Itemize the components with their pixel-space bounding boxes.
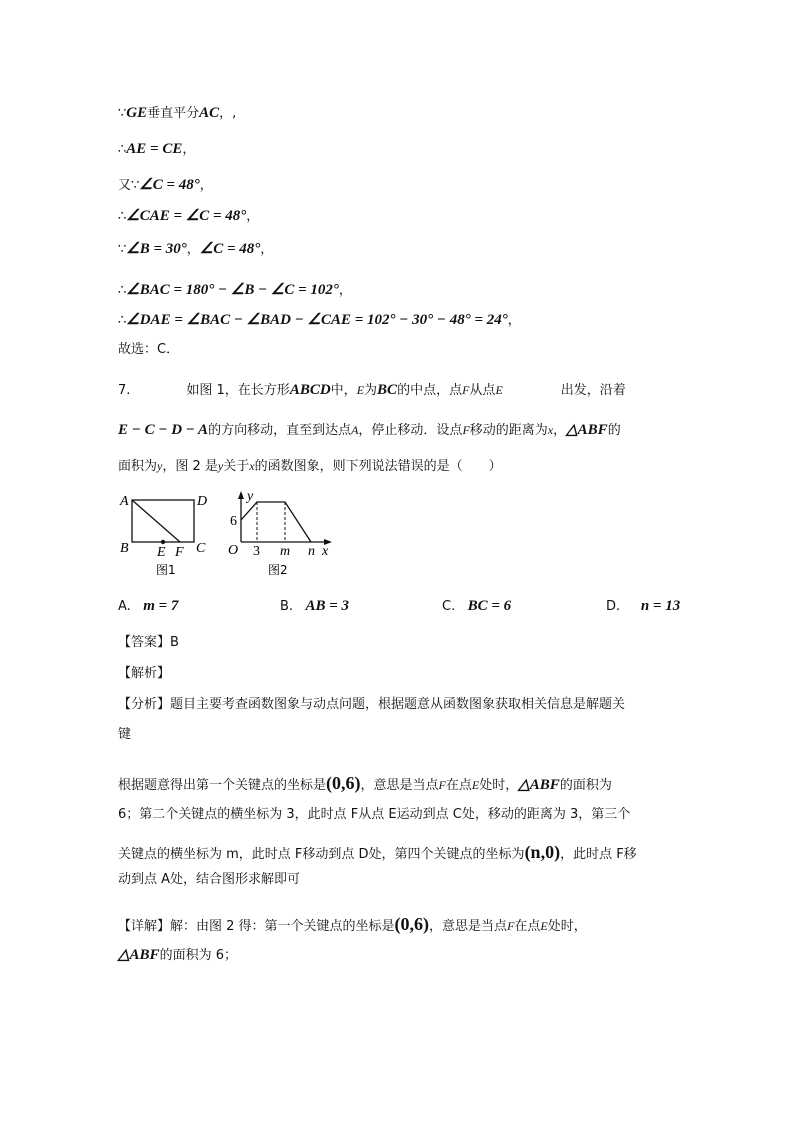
function-graph <box>241 502 311 542</box>
math: ∠C = 48° <box>139 177 200 193</box>
text: ， <box>199 178 213 193</box>
solution-line <box>118 240 273 259</box>
math: ∠BAC = 180° − ∠B − ∠C = 102° <box>126 282 339 298</box>
math: ∠DAE = ∠BAC − ∠BAD − ∠CAE = 102° − 30° − 48° = 24° <box>126 312 508 328</box>
text: ∴ <box>118 283 127 298</box>
text: ， <box>186 242 200 257</box>
label-y: y <box>247 489 254 504</box>
label-b: B <box>120 541 129 556</box>
solution-line <box>118 140 195 159</box>
option-d <box>606 598 680 615</box>
text: 出发，沿着 <box>560 383 626 398</box>
label-c: C <box>196 541 206 556</box>
text: 的函数图象，则下列说法错误的是（ ） <box>254 459 502 474</box>
text: ∵ <box>118 242 127 257</box>
math: m = 7 <box>143 598 179 614</box>
text: 关于 <box>223 459 250 474</box>
math: ∠CAE = ∠C = 48° <box>126 208 247 224</box>
text: ∵ <box>118 106 127 121</box>
var: y <box>157 459 163 473</box>
math: GE <box>126 105 148 121</box>
text: 【详解】解：由图 2 得：第一个关键点的坐标是 <box>118 919 395 934</box>
math: E − C − D − A <box>118 422 209 438</box>
solution-line <box>118 176 213 195</box>
text: 中， <box>330 383 357 398</box>
var: y <box>217 459 224 473</box>
math: BC <box>377 382 398 398</box>
y-arrow-icon <box>238 491 244 499</box>
label-a: A <box>120 494 129 509</box>
text: ，停止移动．设点 <box>358 423 463 438</box>
text: 为 <box>364 383 378 398</box>
solution-line <box>118 207 259 226</box>
text: ，图 2 是 <box>162 459 218 474</box>
var: F <box>507 919 515 933</box>
option-key: B. <box>280 599 294 614</box>
text: 又∵ <box>118 178 140 193</box>
text: ，意思是当点 <box>429 919 508 934</box>
text: ， <box>507 313 521 328</box>
label-e: E <box>157 545 166 560</box>
option-key: D. <box>606 599 621 614</box>
var: E <box>356 383 365 397</box>
solution-line <box>118 104 236 123</box>
text: 如图 1，在长方形 <box>186 383 290 398</box>
analysis-text: 6；第二个关键点的横坐标为 3，此时点 F从点 E运动到点 C处，移动的距离为 3，第三个 <box>118 807 631 822</box>
option-b <box>280 598 349 615</box>
figures <box>110 480 350 580</box>
math: ∠C = 48° <box>199 241 261 257</box>
label-x: x <box>322 544 329 559</box>
math: △ABF <box>566 422 608 438</box>
text: 面积为 <box>118 459 158 474</box>
var: E <box>540 919 548 933</box>
label-f: F <box>175 545 184 560</box>
option-c <box>442 598 511 615</box>
var: E <box>471 778 480 792</box>
label-o: O <box>228 543 239 558</box>
text: 的面积为 6； <box>159 948 237 963</box>
label-d: D <box>197 494 208 509</box>
math: n = 13 <box>640 598 681 614</box>
text: ，此时点 F移 <box>560 847 637 862</box>
label-3: 3 <box>253 544 260 559</box>
choice-text: 故选：C． <box>118 342 180 357</box>
text: ， <box>246 209 260 224</box>
point-e <box>161 540 165 544</box>
option-key: C. <box>442 599 456 614</box>
solution-line <box>118 281 352 300</box>
text: ∴ <box>118 209 127 224</box>
math: ABCD <box>289 382 331 398</box>
analysis-text: 【分析】题目主要考查函数图象与动点问题，根据题意从函数图象获取相关信息是解题关 <box>118 697 626 712</box>
text: 的 <box>607 423 621 438</box>
text: 根据题意得出第一个关键点的坐标是 <box>118 778 327 793</box>
analysis-text: 键 <box>118 727 132 742</box>
question-line <box>118 457 502 476</box>
math: (0,6) <box>326 773 361 793</box>
var: E <box>495 383 503 397</box>
text: ，意思是当点 <box>360 778 439 793</box>
text: ∴ <box>118 142 127 157</box>
text: 关键点的横坐标为 m，此时点 F移动到点 D处，第四个关键点的坐标为 <box>118 847 525 862</box>
text: ， <box>260 242 274 257</box>
text: ， <box>553 423 567 438</box>
answer: 【答案】B <box>118 635 179 650</box>
label-n: n <box>308 544 315 559</box>
label-m: m <box>280 544 291 559</box>
text: 的方向移动，直至到达点 <box>208 423 352 438</box>
text: 的面积为 <box>559 778 612 793</box>
math: AC <box>199 105 220 121</box>
math: ∠B = 30° <box>126 241 187 257</box>
analysis-line <box>118 774 612 795</box>
segment-af <box>132 500 180 542</box>
text: 处时， <box>547 919 587 934</box>
var: x <box>249 459 255 473</box>
text: 移动的距离为 <box>469 423 548 438</box>
text: ∴ <box>118 313 127 328</box>
question-number: 7. <box>118 383 131 398</box>
text: ，, <box>219 106 237 121</box>
text: ， <box>338 283 352 298</box>
var: x <box>547 423 554 437</box>
var: F <box>462 423 470 437</box>
label-6: 6 <box>230 514 237 529</box>
detail-line <box>118 946 237 965</box>
option-a <box>118 598 178 615</box>
option-key: A. <box>118 599 131 614</box>
math: (0,6) <box>394 914 430 934</box>
math: △ABF <box>518 777 560 793</box>
analysis-line <box>118 843 637 864</box>
caption-fig2: 图2 <box>268 563 288 577</box>
math: △ABF <box>118 947 160 963</box>
question-line <box>118 421 621 440</box>
figure-2 <box>228 489 332 577</box>
text: ， <box>182 142 196 157</box>
solution-line <box>118 311 521 330</box>
var: F <box>438 778 446 792</box>
math: (n,0) <box>524 842 561 862</box>
math: AB = 3 <box>305 598 350 614</box>
figure-1 <box>119 494 207 577</box>
text: 在点 <box>445 778 472 793</box>
text: 的中点，点 <box>397 383 463 398</box>
math: BC = 6 <box>467 598 512 614</box>
question-line <box>118 381 626 400</box>
text: 从点 <box>469 383 496 398</box>
var: F <box>462 383 470 397</box>
analysis-heading: 【解析】 <box>118 666 171 681</box>
caption-fig1: 图1 <box>156 563 176 577</box>
var: A <box>351 423 359 437</box>
analysis-text: 动到点 A处，结合图形求解即可 <box>118 872 301 887</box>
text: 处时， <box>479 778 519 793</box>
text: 在点 <box>514 919 541 934</box>
rectangle-abcd <box>132 500 194 542</box>
detail-line <box>118 915 587 936</box>
math: AE = CE <box>126 141 183 157</box>
text: 垂直平分 <box>147 106 200 121</box>
